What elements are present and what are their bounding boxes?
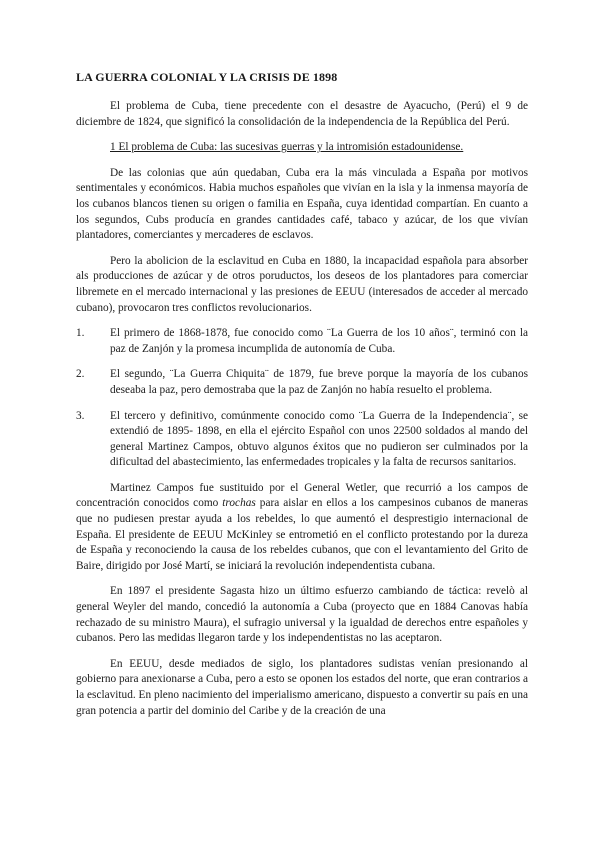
list-item-number: 1. [76, 327, 85, 340]
list-item-text: El segundo, ¨La Guerra Chiquita¨ de 1879, fue breve porque la mayoría de los cubanos deseaba la paz, pero demostraba que la paz de Zanjón no había resuelto el problema. [110, 368, 528, 396]
list-item-text: El tercero y definitivo, comúnmente conocido como ¨La Guerra de la Independencia¨, se extendió de 1895- 1898, en ella el ejército Español con unos 22500 soldados al mando del general Martinez Campos, obtuvo algunos éxitos que no pudieron ser culminados por la dificultad del abastecimiento, las enfermedades tropicales y la falta de recursos sanitarios. [110, 409, 528, 469]
paragraph-colonies: De las colonias que aún quedaban, Cuba era la más vinculada a España por motivos sentimentales y económicos. Habia muchos españoles que vivían en la isla y la inmensa mayoría de los cubanos blancos tienen su origen o familia en España, cuya identidad compartían. En cuanto a los segundos, Cubs producía en grandes cantidades café, tabaco y azúcar, de los que vivían plantadores, comerciantes y mercaderes de esclavos. [76, 166, 528, 242]
paragraph-weyler [76, 481, 528, 575]
paragraph-abolition: Pero la abolicion de la esclavitud en Cuba en 1880, la incapacidad española para absorber als producciones de azúcar y de otros poruductos, los deseos de los plantadores para comerciar libremete en el mercado internacional y las presiones de EEUU (interesados de acceder al mercado cubano), provocaron tres conflictos revolucionarios. [76, 254, 528, 314]
intro-paragraph: El problema de Cuba, tiene precedente con el desastre de Ayacucho, (Perú) el 9 de diciembre de 1824, que significó la consolidación de la independencia de la República del Perú. [76, 100, 528, 128]
list-item [76, 326, 528, 357]
list-item-text: El primero de 1868-1878, fue conocido como ¨La Guerra de los 10 años¨, terminó con la paz de Zanjón y la promesa incumplida de autonomía de Cuba. [110, 327, 528, 355]
paragraph-weyler-part1: Martinez Campos fue sustituido por el General Wetler, que recurrió a los campos de concentración conocidos como [76, 481, 528, 510]
paragraph-eeuu: En EEUU, desde mediados de siglo, los plantadores sudistas venían presionando al gobierno para anexionarse a Cuba, pero a esto se oponen los estados del norte, que eran contrarios a la esclavitud. En pleno nacimiento del imperialismo americano, dispuesto a convertir su país en una gran potencia a partir del dominio del Caribe y de la creación de una [76, 657, 528, 717]
list-item [76, 367, 528, 398]
emphasis-trochas: trochas [222, 497, 256, 510]
section-heading [110, 140, 528, 156]
paragraph-sagasta: En 1897 el presidente Sagasta hizo un último esfuerzo cambiando de táctica: revelò al general Weyler del mando, concedió la autonomía a Cuba (proyecto que en 1884 Canovas había rechazado de su ministro Maura), el sufragio universal y la igualdad de derechos entre españoles y cubanos. Pero las medidas llegaron tarde y los independentistas no las aceptaron. [76, 585, 528, 645]
list-item-number: 2. [76, 368, 85, 381]
section-heading-text: 1 El problema de Cuba: las sucesivas guerras y la intromisión estadounidense. [110, 141, 464, 154]
document-body [76, 70, 528, 719]
list-item [76, 409, 528, 471]
list-item-number: 3. [76, 409, 85, 422]
paragraph-weyler-part2: para aislar en ellos a los campesinos cubanos de maneras que no pudiesen prestar ayuda a los rebeldes, lo que aumentó el desprestigio internacional de España. El presidente de EEUU McKinley se entrometió en el conflicto protestando por la dureza de España y reconociendo la causa de los rebeldes cubanos, que con el levantamiento del Grito de Baire, dirigido por José Martí, se iniciará la revolución independentista cubana. [76, 497, 528, 572]
document-title: LA GUERRA COLONIAL Y LA CRISIS DE 1898 [76, 70, 338, 84]
